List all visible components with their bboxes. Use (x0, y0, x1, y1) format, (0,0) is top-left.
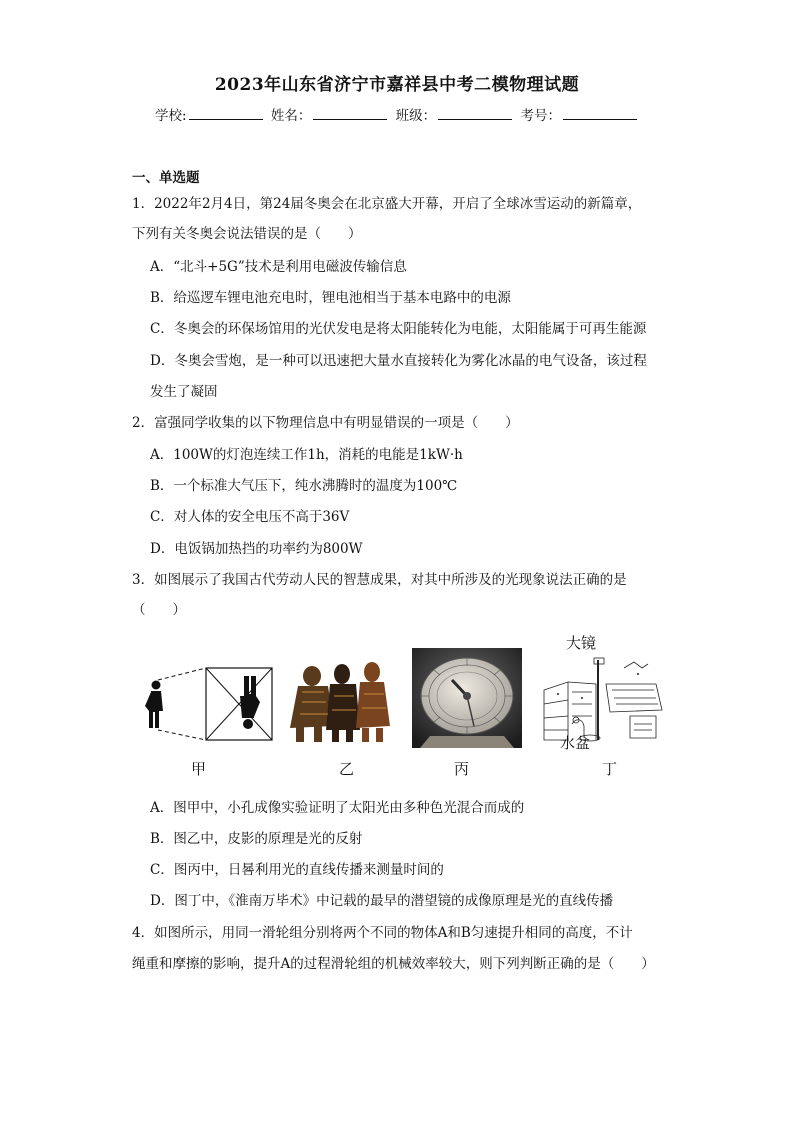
pinhole-imaging-figure (134, 666, 274, 746)
name-blank[interactable] (313, 107, 387, 120)
exam-number-blank[interactable] (563, 107, 637, 120)
q2-option-c: C．对人体的安全电压不高于36V (150, 509, 350, 525)
q1-option-b: B．给巡逻车锂电池充电时，锂电池相当于基本电路中的电源 (150, 290, 511, 306)
fig4-top-label: 大镜 (566, 634, 597, 652)
q2-option-b: B．一个标准大气压下，纯水沸腾时的温度为100℃ (150, 478, 458, 494)
q1-stem-line1: 1．2022年2月4日，第24届冬奥会在北京盛大开幕，开启了全球冰雪运动的新篇章， (132, 196, 642, 212)
fig-label-ding: 丁 (602, 760, 618, 778)
q2-option-d: D．电饭锅加热挡的功率约为800W (150, 541, 363, 557)
sundial-figure (412, 648, 522, 748)
q3-option-d: D．图丁中，《淮南万毕术》中记载的最早的潜望镜的成像原理是光的直线传播 (150, 893, 614, 909)
q3-stem-line2: （ ） (132, 602, 186, 618)
ancient-periscope-figure (538, 654, 668, 746)
page-title: 2023年山东省济宁市嘉祥县中考二模物理试题 (214, 75, 580, 95)
fig-label-jia: 甲 (191, 760, 207, 778)
q1-option-a: A．“北斗+5G”技术是利用电磁波传输信息 (150, 259, 407, 275)
q4-stem-line2: 绳重和摩擦的影响，提升A的过程滑轮组的机械效率较大，则下列判断正确的是（ ） (132, 956, 655, 972)
q3-option-b: B．图乙中，皮影的原理是光的反射 (150, 831, 363, 847)
q3-figure-strip (134, 634, 694, 788)
q1-option-d-line2: 发生了凝固 (150, 384, 218, 400)
fig4-bottom-label: 水盆 (560, 734, 591, 752)
school-blank[interactable] (189, 107, 263, 120)
class-label: 班级： (395, 108, 437, 124)
q1-option-d-line1: D．冬奥会雪炮，是一种可以迅速把大量水直接转化为雾化冰晶的电气设备，该过程 (150, 353, 647, 369)
q2-option-a: A．100W的灯泡连续工作1h，消耗的电能是1kW·h (150, 447, 463, 463)
student-info-row (0, 104, 794, 124)
q3-option-a: A．图甲中，小孔成像实验证明了太阳光由多种色光混合而成的 (150, 800, 525, 816)
fig-label-yi: 乙 (339, 760, 355, 778)
q4-stem-line1: 4．如图所示，用同一滑轮组分别将两个不同的物体A和B匀速提升相同的高度，不计 (132, 925, 633, 941)
q1-option-c: C．冬奥会的环保场馆用的光伏发电是将太阳能转化为电能，太阳能属于可再生能源 (150, 321, 647, 337)
q3-stem-line1: 3．如图展示了我国古代劳动人民的智慧成果，对其中所涉及的光现象说法正确的是 (132, 572, 627, 588)
name-label: 姓名： (270, 108, 312, 124)
q3-option-c: C．图丙中，日晷利用光的直线传播来测量时间的 (150, 862, 444, 878)
exam-number-label: 考号： (520, 108, 561, 124)
fig-label-bing: 丙 (454, 760, 470, 778)
shadow-puppet-figure (284, 656, 394, 744)
q1-stem-line2: 下列有关冬奥会说法错误的是（ ） (132, 226, 362, 242)
section-heading: 一、单选题 (132, 170, 200, 186)
class-blank[interactable] (438, 107, 512, 120)
school-label: 学校: (155, 108, 187, 124)
q2-stem: 2．富强同学收集的以下物理信息中有明显错误的一项是（ ） (132, 415, 519, 431)
